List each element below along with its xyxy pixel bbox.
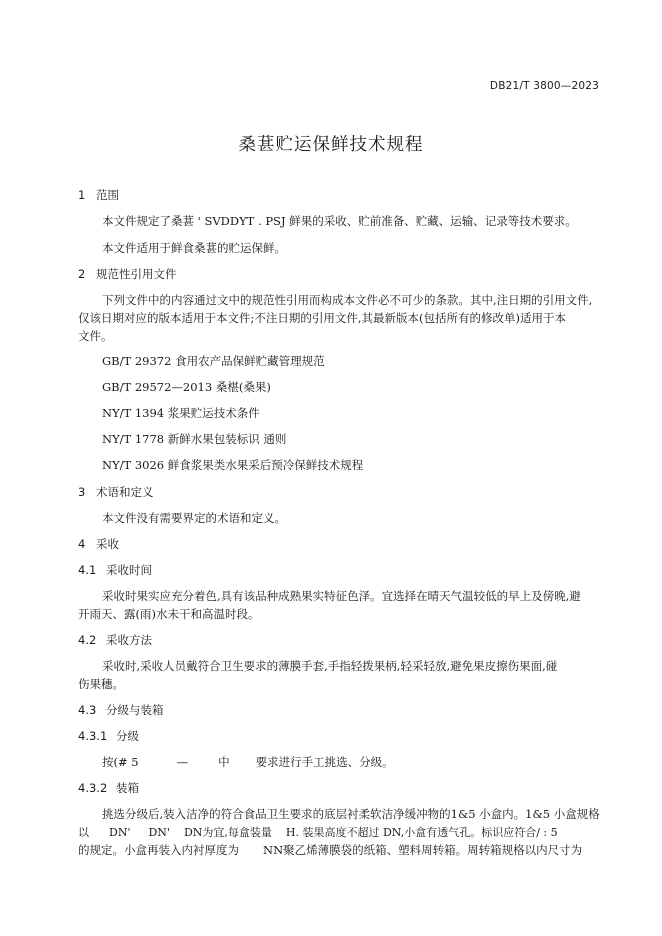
subsection-4-3-heading	[78, 702, 164, 718]
reference-item: GB/T 29572—2013 桑椹(桑果)	[102, 380, 271, 394]
document-code: DB21/T 3800—2023	[489, 80, 599, 92]
text-fragment: DN'	[148, 826, 170, 839]
subsection-4-3-2-line-3	[78, 842, 582, 858]
section-2-heading	[78, 266, 177, 282]
subsection-number: 4.3.2	[78, 781, 108, 795]
document-title: 桑葚贮运保鲜技术规程	[238, 135, 424, 155]
subsection-number: 4.3	[78, 703, 97, 717]
section-2-paragraph-line-1: 下列文件中的内容通过文中的规范性引用而构成本文件必不可少的条款。其中,注日期的引用文件,	[102, 293, 593, 307]
subsection-4-2-line-2: 伤果穗。	[78, 677, 124, 691]
subsection-title: 装箱	[116, 781, 139, 795]
text-fragment: DN为宜,每盒装量	[183, 826, 272, 839]
subsection-title: 采收方法	[106, 633, 152, 647]
subsection-number: 4.2	[78, 633, 97, 647]
section-number: 2	[78, 267, 86, 281]
subsection-number: 4.1	[78, 563, 97, 577]
subsection-4-3-2-line-2	[78, 824, 558, 840]
section-title: 范围	[96, 188, 119, 202]
subsection-4-3-2-line-1: 挑选分级后,装入洁净的符合食品卫生要求的底层衬柔软洁净缓冲物的1&5 小盒内。1&5 小盒规格	[102, 807, 600, 821]
text-fragment: H. 装果高度不超过 DN,小盒有透气孔。标识应符合/ : 5	[285, 826, 558, 839]
subsection-4-1-line-2: 开雨天、露(雨)水未干和高温时段。	[78, 607, 260, 621]
reference-item: NY/T 1394 浆果贮运技术条件	[102, 406, 260, 420]
section-1-paragraph-1: 本文件规定了桑葚 ' SVDDYT . PSJ 鲜果的采收、贮前准备、贮藏、运输、记录等技术要求。	[102, 214, 577, 228]
section-4-heading	[78, 536, 119, 552]
subsection-4-3-2-heading	[78, 780, 139, 796]
section-number: 3	[78, 485, 86, 499]
subsection-4-1-line-1: 采收时果实应充分着色,具有该品种成熟果实特征色泽。宜选择在晴天气温较低的早上及傍晚,避	[102, 589, 581, 603]
subsection-title: 分级	[116, 729, 139, 743]
section-title: 采收	[96, 537, 119, 551]
section-2-paragraph-line-2: 仅该日期对应的版本适用于本文件;不注日期的引用文件,其最新版本(包括所有的修改单)适用于本	[78, 311, 566, 325]
text-fragment: 的规定。小盒再装入内衬厚度为	[78, 843, 239, 857]
reference-item: NY/T 1778 新鲜水果包装标识 通则	[102, 432, 287, 446]
section-3-heading	[78, 484, 154, 500]
text-fragment: 按(# 5	[102, 755, 139, 769]
subsection-number: 4.3.1	[78, 729, 108, 743]
text-fragment: 中	[218, 755, 230, 769]
text-fragment: NN聚乙烯薄膜袋的纸箱、塑料周转箱。周转箱规格以内尺寸为	[263, 843, 583, 857]
section-title: 规范性引用文件	[96, 267, 177, 281]
section-number: 1	[78, 188, 86, 202]
subsection-4-1-heading	[78, 562, 152, 578]
text-fragment: DN'	[109, 826, 131, 839]
section-title: 术语和定义	[96, 485, 154, 499]
text-fragment: 要求进行手工挑选、分级。	[255, 755, 394, 769]
reference-item: NY/T 3026 鲜食浆果类水果采后预冷保鲜技术规程	[102, 458, 364, 472]
section-1-heading	[78, 187, 119, 203]
subsection-4-3-1-line-1	[102, 754, 394, 770]
subsection-4-2-line-1: 采收时,采收人员戴符合卫生要求的薄膜手套,手指轻拨果柄,轻采轻放,避免果皮擦伤果面,碰	[102, 659, 558, 673]
section-1-paragraph-2: 本文件适用于鲜食桑葚的贮运保鲜。	[102, 241, 286, 255]
section-2-paragraph-line-3: 文件。	[78, 329, 113, 343]
subsection-4-2-heading	[78, 632, 152, 648]
text-fragment: 以	[78, 826, 89, 839]
section-number: 4	[78, 537, 86, 551]
reference-item: GB/T 29372 食用农产品保鲜贮藏管理规范	[102, 354, 325, 368]
subsection-4-3-1-heading	[78, 728, 139, 744]
section-3-paragraph: 本文件没有需要界定的术语和定义。	[102, 511, 286, 525]
subsection-title: 分级与装箱	[106, 703, 164, 717]
subsection-title: 采收时间	[106, 563, 152, 577]
text-fragment: —	[176, 755, 189, 769]
